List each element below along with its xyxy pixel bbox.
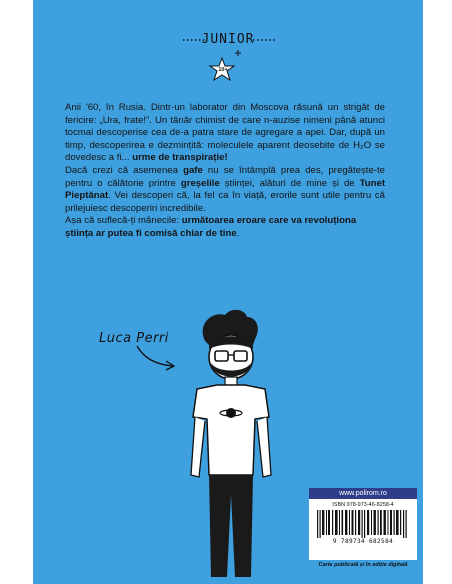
blurb <box>65 102 385 241</box>
logo-word: JUNIOR <box>201 32 255 47</box>
blurb-paragraph-2: Dacă crezi că asemenea gafe nu se întâmplă prea des, pregătește-te pentru o călătorie printre greșelile științei, alături de mine și de Tunet Pieptănat. Vei descoperi că, la fel ca în viață, erorile sunt utile pentru că prilejuiesc descoperiri incredibile. <box>65 164 386 214</box>
junior-logo <box>33 24 423 84</box>
back-cover <box>33 0 423 584</box>
author-illustration <box>183 305 273 584</box>
barcode-panel <box>309 488 417 560</box>
age-badge: 10+ <box>218 67 228 73</box>
arrow-icon <box>133 342 183 372</box>
author-signature: Luca Perri <box>99 331 169 346</box>
barcode-icon <box>317 510 409 538</box>
publisher-website: www.polirom.ro <box>309 488 417 499</box>
blurb-paragraph-3: Așa că suflecă-ți mânecile: următoarea eroare care va revoluționa știința ar putea fi comisă chiar de tine. <box>65 215 357 239</box>
barcode-digits: 9 789734 682584 <box>332 538 394 545</box>
blurb-paragraph-1: Anii '60, în Rusia. Dintr-un laborator din Moscova răsună un strigăt de fericire: „Ura, frate!”. Un tânăr chimist de care n-auzise nimeni până atunci tocmai descoperise cea de-a patra stare de agregare a apei. Dar, după un timp, descoperirea e dezmințită: moleculele aparent deosebite de H₂O se dovedesc a fi... urme de transpirație! <box>65 102 385 164</box>
digital-edition-note: Carte publicată și în ediție digitală <box>318 562 408 568</box>
isbn-label: ISBN 978-973-46-8258-4 <box>332 502 394 508</box>
